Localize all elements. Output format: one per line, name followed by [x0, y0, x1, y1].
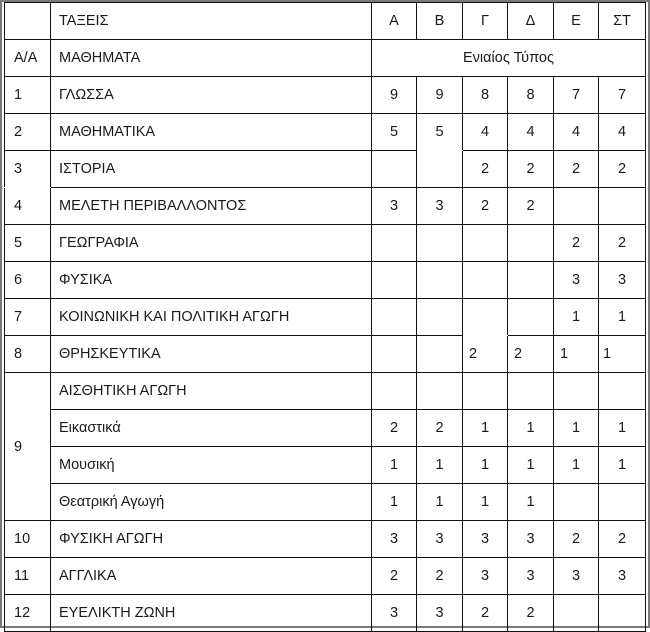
hours-cell: 9 [372, 77, 417, 114]
hours-cell [554, 188, 599, 225]
hours-cell: 3 [508, 521, 554, 558]
hours-cell: 2 [508, 188, 554, 225]
hours-cell: 2 [508, 595, 554, 632]
subject-name: ΕΥΕΛΙΚΤΗ ΖΩΝΗ [51, 595, 372, 632]
grade-header-b: Β [417, 3, 463, 40]
subject-name: ΦΥΣΙΚΑ [51, 262, 372, 299]
hours-cell: 4 [508, 114, 554, 151]
hours-cell [554, 484, 599, 521]
subject-name: ΑΙΣΘΗΤΙΚΗ ΑΓΩΓΗ [51, 373, 372, 410]
hours-cell: 3 [554, 262, 599, 299]
subject-name: ΚΟΙΝΩΝΙΚΗ ΚΑΙ ΠΟΛΙΤΙΚΗ ΑΓΩΓΗ [51, 299, 372, 336]
hours-cell [463, 299, 508, 336]
grade-header-c: Γ [463, 3, 508, 40]
table-row [5, 299, 646, 336]
hours-cell: 1 [599, 336, 646, 373]
school-type-label: Ενιαίος Τύπος [372, 40, 646, 77]
table-row [5, 373, 646, 410]
hours-cell: 2 [372, 410, 417, 447]
subject-name: Μουσική [51, 447, 372, 484]
hours-cell [599, 595, 646, 632]
hours-cell: 2 [599, 225, 646, 262]
hours-cell [417, 373, 463, 410]
row-number: 5 [5, 225, 51, 262]
hours-cell: 1 [372, 447, 417, 484]
hours-cell: 3 [554, 558, 599, 595]
hours-cell [372, 151, 417, 188]
table-row [5, 188, 646, 225]
hours-cell: 4 [599, 114, 646, 151]
hours-cell [372, 336, 417, 373]
row-number: 3 [5, 151, 51, 188]
hours-cell: 2 [463, 188, 508, 225]
hours-cell: 2 [463, 595, 508, 632]
row-number: 8 [5, 336, 51, 373]
hours-cell: 3 [372, 521, 417, 558]
row-number: 12 [5, 595, 51, 632]
subject-name: ΜΑΘΗΜΑΤΙΚΑ [51, 114, 372, 151]
table-row [5, 558, 646, 595]
hours-cell: 1 [372, 484, 417, 521]
table-row [5, 114, 646, 151]
hours-cell: 1 [554, 447, 599, 484]
hours-cell [463, 225, 508, 262]
hours-cell: 8 [508, 77, 554, 114]
header-grades-row [5, 3, 646, 40]
hours-cell: 1 [508, 447, 554, 484]
row-number: 7 [5, 299, 51, 336]
hours-cell: 2 [417, 410, 463, 447]
hours-cell: 1 [463, 410, 508, 447]
row-number: 11 [5, 558, 51, 595]
subject-name: Θεατρική Αγωγή [51, 484, 372, 521]
row-number: 1 [5, 77, 51, 114]
subject-label: ΜΑΘΗΜΑΤΑ [51, 40, 372, 77]
hours-cell [372, 225, 417, 262]
hours-cell [417, 225, 463, 262]
hours-cell: 5 [417, 114, 463, 151]
hours-cell: 2 [599, 151, 646, 188]
hours-cell: 2 [508, 151, 554, 188]
hours-cell [372, 262, 417, 299]
hours-cell: 1 [599, 447, 646, 484]
subject-name: ΘΡΗΣΚΕΥΤΙΚΑ [51, 336, 372, 373]
hours-cell: 5 [372, 114, 417, 151]
hours-cell: 1 [554, 299, 599, 336]
hours-cell [372, 373, 417, 410]
hours-cell [417, 336, 463, 373]
hours-cell: 1 [599, 410, 646, 447]
hours-cell [417, 299, 463, 336]
hours-cell: 1 [508, 410, 554, 447]
hours-cell: 2 [554, 225, 599, 262]
table-row [5, 262, 646, 299]
table-row [5, 484, 646, 521]
row-number: 9 [5, 373, 51, 521]
hours-cell: 7 [599, 77, 646, 114]
curriculum-table [4, 2, 646, 632]
hours-cell: 7 [554, 77, 599, 114]
grade-header-d: Δ [508, 3, 554, 40]
subject-name: Εικαστικά [51, 410, 372, 447]
table-row [5, 77, 646, 114]
subject-name: ΙΣΤΟΡΙΑ [51, 151, 372, 188]
header-corner-cell [5, 3, 51, 40]
hours-cell: 3 [417, 188, 463, 225]
hours-cell [463, 262, 508, 299]
hours-cell: 3 [417, 521, 463, 558]
subject-name: ΓΕΩΓΡΑΦΙΑ [51, 225, 372, 262]
row-number: 2 [5, 114, 51, 151]
hours-cell: 3 [599, 262, 646, 299]
hours-cell: 2 [463, 336, 508, 373]
hours-cell: 1 [554, 336, 599, 373]
hours-cell: 2 [508, 336, 554, 373]
table-row [5, 447, 646, 484]
subject-name: ΑΓΓΛΙΚΑ [51, 558, 372, 595]
subject-name: ΜΕΛΕΤΗ ΠΕΡΙΒΑΛΛΟΝΤΟΣ [51, 188, 372, 225]
table-row [5, 410, 646, 447]
header-title: ΤΑΞΕΙΣ [51, 3, 372, 40]
hours-cell: 3 [372, 595, 417, 632]
hours-cell: 3 [372, 188, 417, 225]
num-label: Α/Α [5, 40, 51, 77]
hours-cell: 3 [417, 595, 463, 632]
hours-cell: 1 [463, 447, 508, 484]
hours-cell [508, 373, 554, 410]
hours-cell: 1 [417, 484, 463, 521]
hours-cell [599, 188, 646, 225]
hours-cell [508, 225, 554, 262]
hours-cell [508, 262, 554, 299]
table-row [5, 225, 646, 262]
hours-cell: 1 [508, 484, 554, 521]
hours-cell: 2 [417, 558, 463, 595]
hours-cell: 1 [599, 299, 646, 336]
subject-name: ΦΥΣΙΚΗ ΑΓΩΓΗ [51, 521, 372, 558]
table-row [5, 151, 646, 188]
hours-cell [554, 595, 599, 632]
hours-cell: 2 [599, 521, 646, 558]
grade-header-st: ΣΤ [599, 3, 646, 40]
header-labels-row [5, 40, 646, 77]
hours-cell: 4 [463, 114, 508, 151]
table-row [5, 595, 646, 632]
row-number: 10 [5, 521, 51, 558]
hours-cell: 8 [463, 77, 508, 114]
hours-cell [417, 262, 463, 299]
hours-cell: 2 [554, 151, 599, 188]
row-number: 4 [5, 188, 51, 225]
hours-cell: 3 [463, 558, 508, 595]
row-number: 6 [5, 262, 51, 299]
hours-cell [508, 299, 554, 336]
hours-cell: 3 [599, 558, 646, 595]
hours-cell [417, 151, 463, 188]
hours-cell: 9 [417, 77, 463, 114]
hours-cell: 1 [463, 484, 508, 521]
hours-cell: 4 [554, 114, 599, 151]
subject-name: ΓΛΩΣΣΑ [51, 77, 372, 114]
table-row [5, 336, 646, 373]
hours-cell: 3 [463, 521, 508, 558]
hours-cell: 1 [554, 410, 599, 447]
grade-header-a: Α [372, 3, 417, 40]
hours-cell: 2 [463, 151, 508, 188]
hours-cell [372, 299, 417, 336]
grade-header-e: Ε [554, 3, 599, 40]
hours-cell [599, 484, 646, 521]
hours-cell: 2 [372, 558, 417, 595]
table-row [5, 521, 646, 558]
hours-cell [599, 373, 646, 410]
hours-cell [463, 373, 508, 410]
hours-cell: 3 [508, 558, 554, 595]
hours-cell: 2 [554, 521, 599, 558]
hours-cell [554, 373, 599, 410]
hours-cell: 1 [417, 447, 463, 484]
